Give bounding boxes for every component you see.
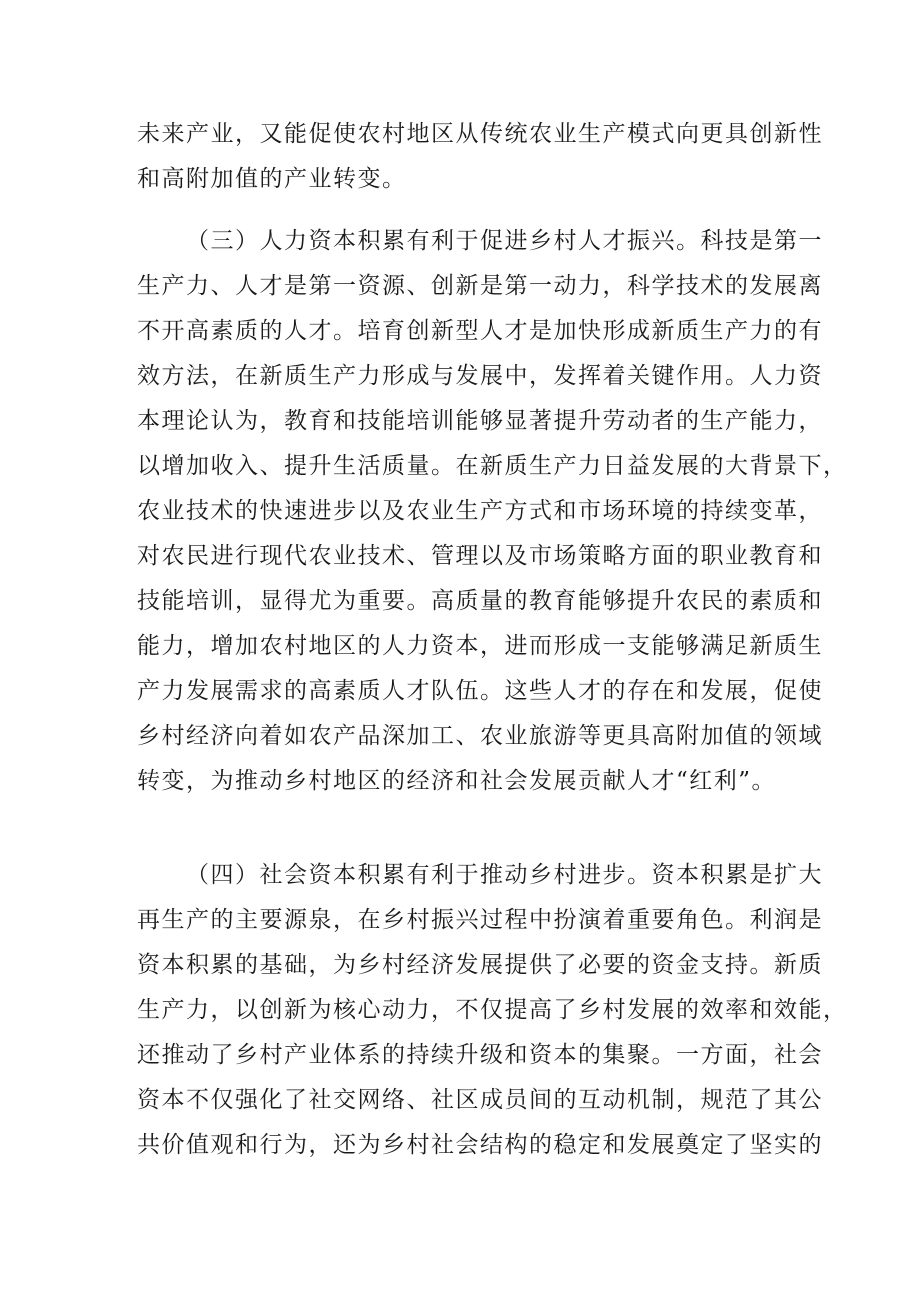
section-heading-3: （三）人力资本积累有利于促进乡村人才振兴。科技是第一 — [186, 228, 823, 254]
text-line: 能力，增加农村地区的人力资本，进而形成一支能够满足新质生 — [137, 633, 823, 659]
section-heading-4: （四）社会资本积累有利于推动乡村进步。资本积累是扩大 — [186, 862, 823, 888]
text-line: 未来产业，又能促使农村地区从传统农业生产模式向更具创新性 — [137, 121, 823, 147]
text-line: 和高附加值的产业转变。 — [137, 166, 407, 192]
text-line: 资本不仅强化了社交网络、社区成员间的互动机制，规范了其公 — [137, 1087, 823, 1113]
text-line: 转变，为推动乡村地区的经济和社会发展贡献人才“红利”。 — [137, 768, 777, 794]
text-line: 以增加收入、提升生活质量。在新质生产力日益发展的大背景下， — [137, 453, 848, 479]
text-line: 技能培训，显得尤为重要。高质量的教育能够提升农民的素质和 — [137, 588, 823, 614]
text-line: 本理论认为，教育和技能培训能够显著提升劳动者的生产能力， — [137, 408, 823, 434]
text-line: 还推动了乡村产业体系的持续升级和资本的集聚。一方面，社会 — [137, 1042, 823, 1068]
text-line: 产力发展需求的高素质人才队伍。这些人才的存在和发展，促使 — [137, 678, 823, 704]
text-line — [137, 1170, 797, 1210]
text-line: 对农民进行现代农业技术、管理以及市场策略方面的职业教育和 — [137, 543, 823, 569]
text-line: 乡村经济向着如农产品深加工、农业旅游等更具高附加值的领域 — [137, 723, 823, 749]
text-line: 农业技术的快速进步以及农业生产方式和市场环境的持续变革， — [137, 498, 823, 524]
text-line: 不开高素质的人才。培育创新型人才是加快形成新质生产力的有 — [137, 318, 823, 344]
text-line: 生产力、人才是第一资源、创新是第一动力，科学技术的发展离 — [137, 273, 823, 299]
text-line: 资本积累的基础，为乡村经济发展提供了必要的资金支持。新质 — [137, 952, 823, 978]
text-line: 共价值观和行为，还为乡村社会结构的稳定和发展奠定了坚实的 — [137, 1132, 823, 1158]
text-line: 再生产的主要源泉，在乡村振兴过程中扮演着重要角色。利润是 — [137, 907, 823, 933]
text-line: 效方法，在新质生产力形成与发展中，发挥着关键作用。人力资 — [137, 363, 823, 389]
text-line: 生产力，以创新为核心动力，不仅提高了乡村发展的效率和效能， — [137, 997, 848, 1023]
